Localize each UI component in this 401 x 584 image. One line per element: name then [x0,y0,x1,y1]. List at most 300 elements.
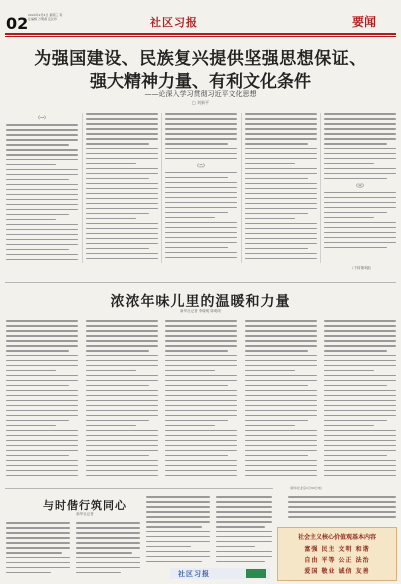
text-line [146,506,210,508]
text-line [146,521,210,523]
text-line [324,405,396,407]
text-line [245,163,295,165]
text-line [6,219,56,221]
text-line [86,415,158,417]
text-line [324,365,396,367]
text-line [324,143,387,145]
lead-headline-line2[interactable]: 强大精神力量、有利文化条件 [90,72,311,92]
text-line [86,113,158,115]
ad-row: 自由 平等 公正 法治 [304,557,370,564]
text-column [216,496,272,566]
footer-logo-icon [246,569,266,578]
text-line [86,320,158,322]
header-rule-thin [5,36,396,37]
text-line [165,360,237,362]
text-line [146,541,210,543]
text-line [165,232,237,234]
text-line [6,249,69,251]
text-line [324,465,396,467]
text-line [86,183,158,185]
text-line [86,153,158,155]
text-line [245,375,317,377]
text-line [324,455,387,457]
text-line [324,247,387,249]
text-line [216,526,265,528]
text-line [86,405,158,407]
text-line [245,258,317,260]
text-line [245,365,317,367]
text-line [324,350,387,352]
text-line [146,516,210,518]
text-line [165,113,237,115]
text-line [6,194,78,196]
text-line [76,572,121,574]
text-line [6,542,70,544]
text-line [165,405,237,407]
text-line [86,168,158,170]
text-line [245,450,317,452]
text-line [324,128,396,130]
text-line [165,370,215,372]
text-line [165,227,237,229]
text-line [245,213,308,215]
text-line [146,511,210,513]
text-line [165,187,237,189]
text-line [324,138,396,140]
text-line [165,207,237,209]
text-line [86,213,149,215]
text-line [6,567,70,569]
text-line [86,340,158,342]
text-line [165,455,228,457]
text-line [6,405,78,407]
text-line [324,118,396,120]
text-line [6,345,78,347]
text-line [146,561,202,563]
text-line [6,440,78,442]
text-line [165,212,228,214]
text-line [86,330,158,332]
text-line [165,340,237,342]
text-line [6,410,78,412]
text-line [245,460,317,462]
third-author: 新华社记者 [76,512,94,516]
text-line [245,445,317,447]
text-line [6,229,78,231]
section-label: 要闻 [352,15,377,29]
text-line [86,410,158,412]
text-line [245,183,317,185]
text-line [165,355,237,357]
text-column [6,522,70,580]
text-line [76,557,140,559]
text-line [86,345,158,347]
text-line [324,158,396,160]
text-line [86,380,158,382]
text-line [245,148,317,150]
text-line [165,247,228,249]
text-line [245,198,317,200]
text-line [245,385,308,387]
text-line [76,567,140,569]
column-rule [241,113,242,263]
text-line [165,192,237,194]
text-line [324,148,396,150]
text-line [324,232,396,234]
text-line [6,184,78,186]
text-line [6,149,78,151]
text-column [245,320,317,480]
text-line [76,542,140,544]
text-line [245,133,317,135]
text-line [324,153,396,155]
text-column [86,320,158,480]
section-divider [5,282,396,283]
text-line [216,536,272,538]
text-line [6,465,78,467]
ad-row: 爱国 敬业 诚信 友善 [304,568,370,575]
text-line [165,148,237,150]
text-line [245,410,317,412]
text-line [245,440,317,442]
text-line [324,420,387,422]
text-line [245,223,317,225]
text-line [86,390,158,392]
page-header [0,0,401,36]
text-line [288,501,396,503]
text-line [6,385,69,387]
text-line [165,202,237,204]
text-line [86,385,149,387]
header-rule [5,33,396,35]
text-line [86,455,149,457]
text-line [324,475,396,477]
text-line [245,430,317,432]
text-line [245,178,308,180]
text-line [324,440,396,442]
text-line [245,228,317,230]
text-line [165,143,228,145]
text-line [245,405,317,407]
text-line [165,420,228,422]
text-line [165,390,237,392]
text-line [245,208,317,210]
text-line [216,556,272,558]
text-line [245,370,295,372]
text-line [165,153,237,155]
text-line [165,252,237,254]
text-line [6,522,70,524]
text-column [288,496,396,524]
text-line [86,258,158,260]
text-line [86,370,136,372]
text-line [6,244,78,246]
text-line [216,506,272,508]
text-line [6,179,69,181]
text-line [6,445,78,447]
text-line [6,400,78,402]
text-line [86,475,158,477]
text-line [165,138,237,140]
text-line [324,340,396,342]
text-line [165,330,237,332]
text-line [165,257,237,259]
text-line [324,460,396,462]
text-line [245,158,317,160]
text-line [6,390,78,392]
continued-note: （下转第3版） [350,266,374,270]
text-column [6,113,78,263]
text-line [6,537,70,539]
text-line [245,400,317,402]
text-line [245,425,295,427]
text-line [324,385,387,387]
text-line [165,375,237,377]
section-mark: （二） [195,162,207,168]
text-line [324,227,396,229]
text-line [165,222,237,224]
text-line [86,253,158,255]
text-line [324,320,396,322]
text-line [216,501,272,503]
text-line [245,345,317,347]
text-line [6,420,69,422]
text-line [86,248,149,250]
text-line [216,521,272,523]
text-line [165,380,237,382]
text-line [86,138,158,140]
second-author: 新华社记者 李晓明 陈明明 [180,309,221,313]
text-line [165,345,237,347]
text-line [216,546,255,548]
text-line [86,133,158,135]
text-line [6,360,78,362]
text-line [165,182,237,184]
ad-title: 社会主义核心价值观基本内容 [297,534,376,541]
text-line [76,562,140,564]
text-line [165,177,228,179]
text-line [324,163,374,165]
text-line [324,197,396,199]
text-column [146,496,210,566]
text-line [245,243,317,245]
text-line [86,445,158,447]
page-number: 02 [6,14,29,33]
text-line [86,198,158,200]
text-line [245,113,317,115]
text-line [216,551,272,553]
text-line [245,168,317,170]
text-line [245,320,317,322]
text-line [324,192,396,194]
column-rule [161,113,162,263]
text-line [6,124,78,126]
text-line [165,335,237,337]
text-line [288,516,396,518]
text-line [76,527,140,529]
text-line [165,365,237,367]
text-line [245,153,317,155]
text-line [146,531,210,533]
text-column [86,113,158,263]
text-line [76,522,140,524]
text-line [245,118,317,120]
text-line [6,144,69,146]
text-line [146,526,202,528]
text-line [245,355,317,357]
text-line [288,496,396,498]
text-line [245,138,317,140]
text-line [324,212,387,214]
text-line [216,541,272,543]
text-line [6,189,78,191]
text-line [324,370,374,372]
text-line [165,385,228,387]
text-line [324,395,396,397]
text-line [324,173,396,175]
text-column [324,320,396,480]
text-line [324,425,374,427]
text-line [86,158,158,160]
text-line [86,400,158,402]
text-line [6,340,78,342]
column-rule [320,113,321,263]
text-line [324,380,396,382]
text-line [165,450,237,452]
text-line [245,218,295,220]
text-line [146,546,191,548]
text-line [324,202,396,204]
text-line [6,450,78,452]
text-line [245,455,308,457]
text-line [146,551,210,553]
text-line [6,134,78,136]
text-line [6,375,78,377]
text-line [6,425,56,427]
third-headline[interactable]: 与时偕行筑同心 [43,499,127,512]
text-line [324,445,396,447]
text-line [165,325,237,327]
text-line [165,123,237,125]
footnote: （新华社北京1月30日电） [288,486,324,490]
text-line [6,330,78,332]
text-line [6,335,78,337]
text-line [86,223,158,225]
text-line [245,325,317,327]
text-line [6,435,78,437]
text-line [165,470,237,472]
text-line [324,325,396,327]
text-line [165,445,237,447]
text-line [6,460,78,462]
text-line [6,214,69,216]
text-line [6,415,78,417]
text-line [86,395,158,397]
text-line [6,204,78,206]
text-line [86,325,158,327]
text-line [245,395,317,397]
text-line [86,143,149,145]
lead-subheadline: ——论深入学习贯彻习近平文化思想 [144,90,257,98]
text-line [86,470,158,472]
ad-row: 富强 民主 文明 和谐 [304,546,370,553]
text-line [6,199,78,201]
text-line [6,557,70,559]
text-line [146,556,210,558]
text-line [6,209,78,211]
text-line [324,113,396,115]
text-line [86,440,158,442]
text-line [245,188,317,190]
text-line [324,335,396,337]
text-line [216,511,272,513]
text-line [6,547,70,549]
text-line [165,128,237,130]
text-line [165,350,228,352]
text-line [76,547,140,549]
text-line [245,415,317,417]
text-line [6,562,70,564]
second-headline[interactable]: 浓浓年味儿里的温暖和力量 [110,294,291,310]
text-line [324,133,396,135]
text-line [245,233,317,235]
text-line [245,475,317,477]
text-line [245,380,317,382]
text-line [165,460,237,462]
text-line [6,254,78,256]
text-line [146,496,210,498]
text-line [165,172,237,174]
section-mark: （三） [354,182,366,188]
text-line [165,242,237,244]
text-line [245,128,317,130]
text-line [76,532,140,534]
text-line [324,450,396,452]
text-line [86,228,158,230]
text-line [324,178,387,180]
text-column [165,113,237,263]
text-line [6,159,78,161]
text-line [86,178,149,180]
text-line [6,552,62,554]
date-info: 2024年2月4日 星期三 责任编辑 万明春 定仪印 [28,13,63,21]
text-line [324,222,396,224]
text-line [245,238,317,240]
column-rule [82,113,83,263]
lead-headline-line1[interactable]: 为强国建设、民族复兴提供坚强思想保证、 [34,49,367,69]
text-line [165,400,237,402]
text-line [86,233,158,235]
text-line [86,350,149,352]
text-line [86,188,158,190]
text-line [288,511,396,513]
text-line [86,118,158,120]
text-line [245,465,317,467]
masthead: 社区习报 [150,16,198,29]
text-line [245,335,317,337]
text-line [245,143,308,145]
text-line [6,325,78,327]
text-line [245,123,317,125]
text-line [6,139,78,141]
text-line [324,242,396,244]
text-line [245,330,317,332]
text-line [6,259,78,261]
text-line [6,154,78,156]
text-line [216,516,272,518]
footer-logo-text: 社区习报 [178,570,210,578]
text-line [245,253,317,255]
